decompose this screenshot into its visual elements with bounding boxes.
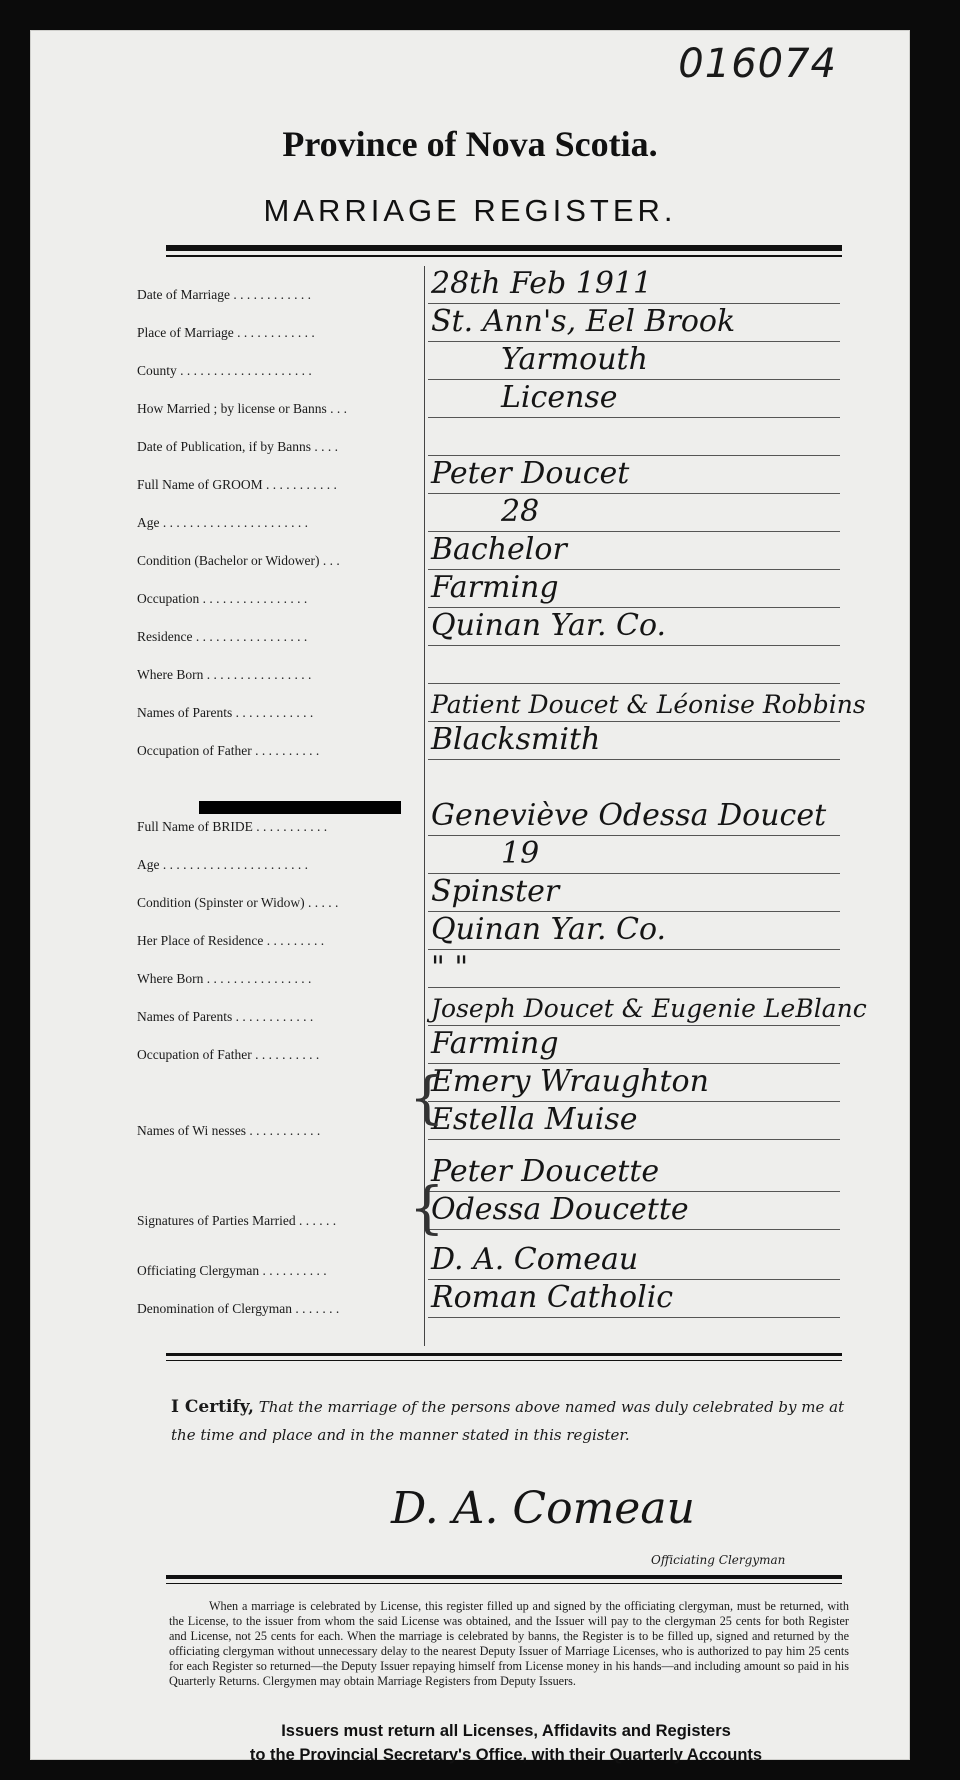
field-value: " "	[431, 950, 469, 985]
field-row	[31, 1102, 911, 1143]
field-value: Estella Muise	[431, 1102, 638, 1137]
field-label: Where Born . . . . . . . . . . . . . . . .	[137, 971, 312, 986]
certification-text	[171, 1393, 851, 1449]
field-value: Joseph Doucet & Eugenie LeBlanc	[431, 994, 867, 1023]
field-value: Farming	[431, 570, 559, 605]
field-row	[31, 456, 911, 497]
field-label: Age . . . . . . . . . . . . . . . . . . . . . .	[137, 515, 308, 530]
field-label: Where Born . . . . . . . . . . . . . . . .	[137, 667, 312, 682]
field-row	[31, 494, 911, 535]
field-label: Place of Marriage . . . . . . . . . . . .	[137, 325, 315, 340]
field-value: St. Ann's, Eel Brook	[431, 304, 736, 339]
field-row	[31, 421, 911, 459]
field-value: Geneviève Odessa Doucet	[431, 798, 827, 833]
field-line	[428, 835, 840, 836]
field-value: 28th Feb 1911	[431, 266, 653, 301]
field-line	[428, 1139, 840, 1140]
field-value: 19	[501, 836, 540, 871]
field-row	[31, 687, 911, 725]
field-label: County . . . . . . . . . . . . . . . . . . . .	[137, 363, 312, 378]
issuers-line-2: to the Provincial Secretary's Office, with their Quarterly Accounts	[249, 1746, 763, 1764]
field-value: Farming	[431, 1026, 559, 1061]
field-label: Full Name of BRIDE . . . . . . . . . . .	[137, 819, 328, 834]
field-row	[31, 1064, 911, 1105]
field-value: Yarmouth	[501, 342, 648, 377]
province-title: Province of Nova Scotia.	[282, 124, 658, 164]
field-value: License	[501, 380, 618, 415]
header-rule-thin	[166, 255, 842, 257]
field-value: Peter Doucette	[431, 1154, 660, 1189]
instructions-paragraph: When a marriage is celebrated by License, this register filled up and signed by the officiating clergyman, must be returned, with the License, to the issuer from whom the said License was obtained, and the Issuer will pay to the clergyman 25 cents for both Register and License, not 25 cents for each. When the marriage is celebrated by banns, the Register is to be filled up, signed and returned by the officiating clergyman without unnecessary delay to the nearest Deputy Issuer of Marriage Licenses, who is authorized to pay him 25 cents for each Register so returned—the Deputy Issuer repaying himself from License money in his hands—and including amount so paid in his Quarterly Returns. Clergymen may obtain Marriage Registers from Deputy Issuers.	[169, 1599, 849, 1688]
register-sheet	[30, 30, 910, 1764]
field-label: Names of Parents . . . . . . . . . . . .	[137, 705, 314, 720]
field-row	[31, 304, 911, 345]
field-row	[31, 342, 911, 383]
field-line	[428, 1229, 840, 1230]
field-row	[31, 1242, 911, 1283]
field-value: Quinan Yar. Co.	[431, 912, 667, 947]
field-label: Occupation . . . . . . . . . . . . . . . .	[137, 591, 308, 606]
field-row	[31, 608, 911, 649]
certify-rule-bottom	[166, 1360, 842, 1361]
instructions-rule-top	[166, 1575, 842, 1579]
field-row	[31, 874, 911, 915]
document-number: 016074	[678, 41, 837, 87]
clergyman-signature: D. A. Comeau	[391, 1483, 695, 1534]
field-row	[31, 1026, 911, 1067]
field-value: Emery Wraughton	[431, 1064, 709, 1099]
field-label: Date of Publication, if by Banns . . . .	[137, 439, 338, 454]
issuers-notice	[151, 1719, 861, 1767]
issuers-line-1: Issuers must return all Licenses, Affidavits and Registers	[281, 1722, 731, 1740]
field-value: Patient Doucet & Léonise Robbins	[431, 690, 866, 719]
field-label: Denomination of Clergyman . . . . . . .	[137, 1301, 340, 1316]
field-line	[428, 493, 840, 494]
field-value: 28	[501, 494, 540, 529]
certify-rule-top	[166, 1353, 842, 1356]
register-title: MARRIAGE REGISTER.	[263, 193, 677, 228]
field-value: Odessa Doucette	[431, 1192, 689, 1227]
field-label: How Married ; by license or Banns . . .	[137, 401, 347, 416]
field-row	[31, 912, 911, 953]
field-label: Condition (Spinster or Widow) . . . . .	[137, 895, 339, 910]
signatures-brace: {	[409, 1176, 445, 1241]
field-row	[31, 649, 911, 687]
field-line	[428, 379, 840, 380]
field-row	[31, 570, 911, 611]
field-label: Occupation of Father . . . . . . . . . .	[137, 1047, 320, 1062]
field-row	[31, 950, 911, 991]
field-label: Occupation of Father . . . . . . . . . .	[137, 743, 320, 758]
header-rule-heavy	[166, 245, 842, 251]
certify-lead: I Certify,	[171, 1397, 254, 1417]
field-row	[31, 532, 911, 573]
field-line	[428, 759, 840, 760]
field-line	[428, 683, 840, 684]
field-label: Age . . . . . . . . . . . . . . . . . . . . . .	[137, 857, 308, 872]
field-row	[31, 266, 911, 307]
field-row	[31, 991, 911, 1029]
field-line	[428, 645, 840, 646]
field-row	[31, 836, 911, 877]
field-label: Full Name of GROOM . . . . . . . . . . .	[137, 477, 337, 492]
field-label: Signatures of Parties Married . . . . . .	[137, 1213, 337, 1228]
field-row	[31, 1192, 911, 1233]
field-label: Condition (Bachelor or Widower) . . .	[137, 553, 340, 568]
field-value: Roman Catholic	[431, 1280, 674, 1315]
field-row	[31, 1280, 911, 1321]
field-value: Peter Doucet	[431, 456, 630, 491]
field-row	[31, 380, 911, 421]
field-line	[428, 987, 840, 988]
witnesses-brace: {	[409, 1066, 445, 1131]
certify-body: That the marriage of the persons above named was duly celebrated by me at the time and place and in the manner stated in this register.	[171, 1398, 845, 1444]
field-value: D. A. Comeau	[431, 1242, 639, 1277]
field-value: Blacksmith	[431, 722, 601, 757]
field-label: Date of Marriage . . . . . . . . . . . .	[137, 287, 311, 302]
field-label: Officiating Clergyman . . . . . . . . . .	[137, 1263, 327, 1278]
field-label: Her Place of Residence . . . . . . . . .	[137, 933, 325, 948]
field-row	[31, 1154, 911, 1195]
signature-label: Officiating Clergyman	[651, 1553, 786, 1567]
field-row	[31, 798, 911, 839]
field-label: Residence . . . . . . . . . . . . . . . . .	[137, 629, 308, 644]
field-value: Spinster	[431, 874, 560, 909]
field-label: Names of Wi nesses . . . . . . . . . . .	[137, 1123, 321, 1138]
field-value: Quinan Yar. Co.	[431, 608, 667, 643]
field-label: Names of Parents . . . . . . . . . . . .	[137, 1009, 314, 1024]
field-value: Bachelor	[431, 532, 567, 567]
field-line	[428, 1317, 840, 1318]
field-row	[31, 722, 911, 763]
field-line	[428, 417, 840, 418]
instructions-rule-bottom	[166, 1583, 842, 1584]
field-line	[428, 949, 840, 950]
